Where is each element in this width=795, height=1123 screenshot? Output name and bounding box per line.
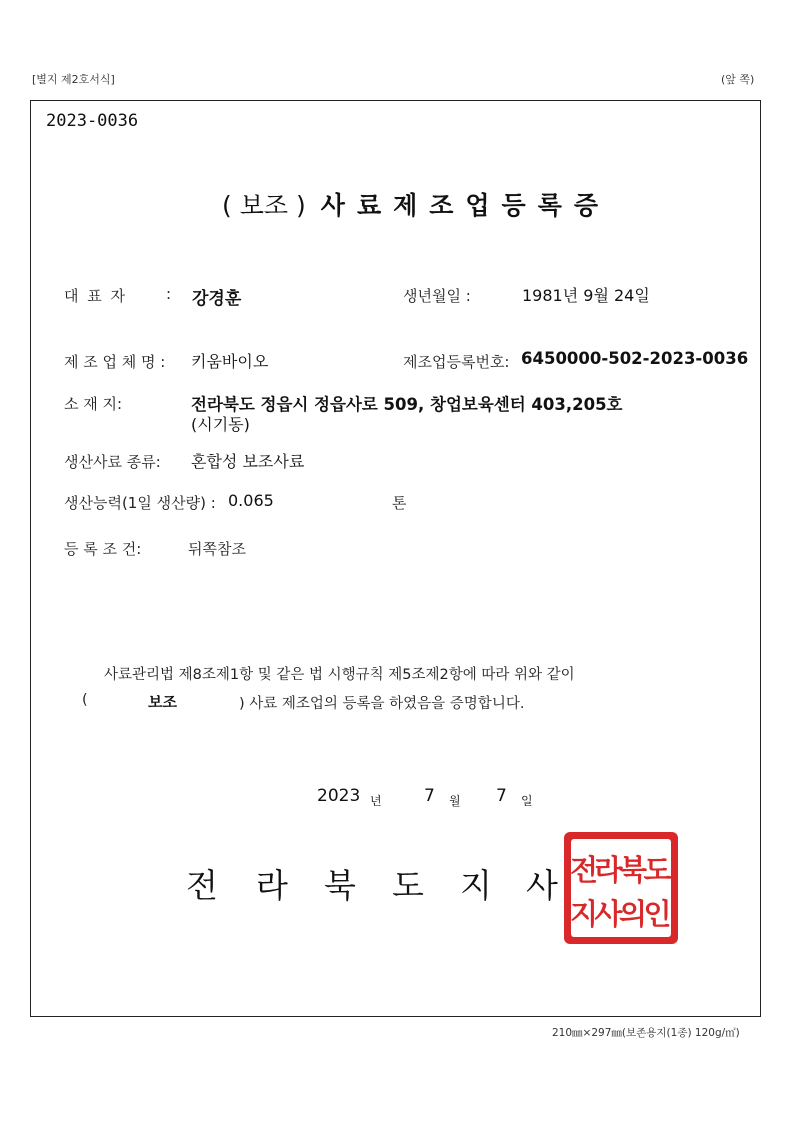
reg-number-label: 제조업등록번호: <box>403 353 510 371</box>
certificate-title <box>222 186 610 222</box>
representative-label: 대 표 자 <box>64 287 128 305</box>
seal-glyph: 북 <box>618 853 648 887</box>
address-value: 전라북도 정읍시 정읍사로 509, 창업보육센터 403,205호 <box>191 395 623 414</box>
representative-colon: : <box>166 285 172 303</box>
certification-category: 보조 <box>148 693 177 711</box>
conditions-label: 등 록 조 건: <box>64 540 142 558</box>
title-main: 사료제조업등록증 <box>320 191 610 220</box>
seal-glyph: 도 <box>643 853 672 887</box>
date-month: 7 <box>424 786 435 806</box>
official-seal <box>562 830 680 946</box>
address-value-line2: (시기동) <box>191 415 250 434</box>
certification-line1: 사료관리법 제8조제1항 및 같은 법 시행규칙 제5조제2항에 따라 위와 같이 <box>104 667 575 683</box>
date-day: 7 <box>496 786 507 806</box>
document-number: 2023-0036 <box>46 111 139 131</box>
issuer-char-2: 라 <box>256 866 288 905</box>
seal-glyph: 전 <box>569 853 599 887</box>
birthdate-label: 생년월일 : <box>403 287 471 305</box>
date-day-unit: 일 <box>521 794 533 808</box>
address-label: 소 재 지: <box>64 395 123 413</box>
issuer-char-4: 도 <box>392 866 424 905</box>
form-label: [별지 제2호서식] <box>32 73 115 86</box>
issuer-char-1: 전 <box>186 866 218 905</box>
title-prefix: ( 보조 ) <box>222 191 306 220</box>
representative-value: 강경훈 <box>192 289 242 309</box>
reg-number-value: 6450000-502-2023-0036 <box>521 349 749 368</box>
feed-type-value: 혼합성 보조사료 <box>191 452 305 471</box>
date-year-unit: 년 <box>370 794 382 808</box>
issuer-char-5: 지 <box>460 866 492 905</box>
paper-spec: 210㎜×297㎜(보존용지(1종) 120g/㎡) <box>552 1027 740 1039</box>
certification-line2: ) 사료 제조업의 등록을 하였음을 증명합니다. <box>239 696 525 712</box>
conditions-value: 뒤쪽참조 <box>188 540 246 558</box>
capacity-unit: 톤 <box>392 494 407 512</box>
issuer-char-6: 사 <box>526 866 558 905</box>
company-value: 키움바이오 <box>191 352 269 371</box>
capacity-label: 생산능력(1일 생산량) : <box>64 494 216 512</box>
issuer-char-3: 북 <box>324 866 356 905</box>
date-month-unit: 월 <box>449 794 461 808</box>
seal-glyph: 지 <box>569 897 599 931</box>
capacity-value: 0.065 <box>228 491 274 510</box>
seal-glyph: 의 <box>618 897 648 931</box>
seal-glyph: 인 <box>643 897 672 931</box>
date-year: 2023 <box>317 786 361 806</box>
page-side-label: (앞 쪽) <box>721 73 755 86</box>
seal-glyph: 라 <box>594 853 623 887</box>
company-label: 제 조 업 체 명 : <box>64 353 166 371</box>
birthdate-value: 1981년 9월 24일 <box>522 286 650 305</box>
certification-paren-open: ( <box>82 692 88 708</box>
seal-glyph: 사 <box>594 897 623 931</box>
feed-type-label: 생산사료 종류: <box>64 453 161 471</box>
